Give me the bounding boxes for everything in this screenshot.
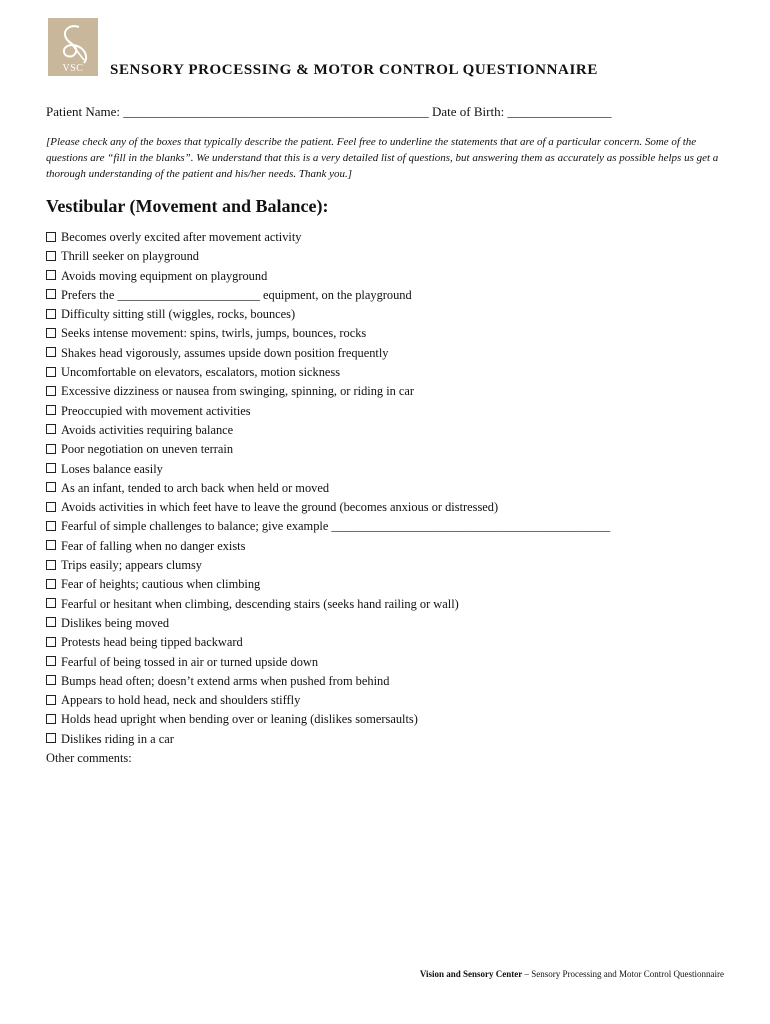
footer (420, 969, 724, 979)
checkbox[interactable] (46, 502, 56, 512)
checkbox[interactable] (46, 463, 56, 473)
checklist-item (46, 286, 746, 305)
checklist-item-label: Protests head being tipped backward (61, 635, 243, 650)
checklist-item (46, 440, 746, 459)
checklist-item (46, 421, 746, 440)
page-title: SENSORY PROCESSING & MOTOR CONTROL QUESTIONNAIRE (110, 62, 598, 78)
checkbox[interactable] (46, 617, 56, 627)
other-comments-label: Other comments: (46, 751, 132, 765)
checklist-item-label: Difficulty sitting still (wiggles, rocks, bounces) (61, 307, 296, 322)
logo (48, 18, 98, 76)
checklist-item-label: Dislikes being moved (61, 615, 170, 630)
checkbox[interactable] (46, 656, 56, 666)
checklist-item (46, 382, 746, 401)
logo-text: VSC (62, 63, 84, 74)
checklist-item (46, 305, 746, 324)
checklist-item (46, 228, 746, 247)
checklist-item-label: Excessive dizziness or nausea from swinging, spinning, or riding in car (61, 384, 415, 399)
checkbox[interactable] (46, 444, 56, 454)
checklist-item (46, 730, 746, 749)
checklist-item (46, 691, 746, 710)
checkbox[interactable] (46, 733, 56, 743)
checklist-item (46, 344, 746, 363)
checklist-item-label: Fear of falling when no danger exists (61, 538, 246, 553)
footer-text: – Sensory Processing and Motor Control Questionnaire (522, 969, 724, 979)
checkbox[interactable] (46, 405, 56, 415)
checkbox[interactable] (46, 251, 56, 261)
checklist-item-label: Dislikes riding in a car (61, 731, 174, 746)
checklist-item (46, 556, 746, 575)
checklist-item-label: Avoids activities in which feet have to leave the ground (becomes anxious or distressed) (61, 500, 499, 515)
checkbox[interactable] (46, 521, 56, 531)
checkbox[interactable] (46, 598, 56, 608)
checklist-item (46, 710, 746, 729)
checklist-item-label: Fearful of simple challenges to balance; give example _____________________________________________ (61, 519, 611, 534)
patient-info-line: Patient Name: _______________________________________________ Date of Birth: ________________ (46, 104, 612, 119)
checkbox[interactable] (46, 232, 56, 242)
instructions: [Please check any of the boxes that typically describe the patient. Feel free to underline the statements that are of a particular concern. Some of the questions are “fill in the blanks”. We understand that this is a very detailed list of questions, but answering them as accurately as possible helps us get a thorough understanding of the patient and his/her needs. Thank you.] (46, 136, 719, 180)
checklist-item-label: Uncomfortable on elevators, escalators, motion sickness (61, 365, 341, 380)
checkbox[interactable] (46, 309, 56, 319)
checklist-item (46, 517, 746, 536)
checklist-item-label: Becomes overly excited after movement activity (61, 230, 302, 244)
checklist-item (46, 460, 746, 479)
checklist-item (46, 575, 746, 594)
checklist-item-label: Bumps head often; doesn’t extend arms when pushed from behind (61, 673, 390, 688)
checklist-item-label: Poor negotiation on uneven terrain (61, 442, 234, 457)
checklist-item (46, 402, 746, 421)
checkbox[interactable] (46, 347, 56, 357)
checkbox[interactable] (46, 289, 56, 299)
checklist-item (46, 614, 746, 633)
checklist-item (46, 672, 746, 691)
checklist-item (46, 363, 746, 382)
checklist-item-label: Fearful of being tossed in air or turned upside down (61, 654, 319, 669)
checklist-item (46, 247, 746, 266)
checklist-item (46, 595, 746, 614)
section-heading: Vestibular (Movement and Balance): (46, 196, 329, 216)
checklist-item-label: Preoccupied with movement activities (61, 403, 251, 418)
checklist-item-label: Loses balance easily (61, 461, 163, 476)
checkbox[interactable] (46, 424, 56, 434)
checkbox[interactable] (46, 579, 56, 589)
checklist-item (46, 267, 746, 286)
checklist-item-label: Thrill seeker on playground (61, 249, 199, 264)
checkbox[interactable] (46, 328, 56, 338)
checkbox[interactable] (46, 695, 56, 705)
checkbox[interactable] (46, 540, 56, 550)
checkbox[interactable] (46, 637, 56, 647)
checklist-item-label: Fearful or hesitant when climbing, descending stairs (seeks hand railing or wall) (61, 596, 459, 611)
checkbox[interactable] (46, 270, 56, 280)
footer-org: Vision and Sensory Center (419, 969, 523, 979)
checklist (46, 228, 746, 749)
checklist-item-label: As an infant, tended to arch back when held or moved (61, 480, 330, 495)
checklist-item-label: Appears to hold head, neck and shoulders stiffly (61, 693, 301, 708)
checklist-item (46, 324, 746, 343)
checklist-item-label: Shakes head vigorously, assumes upside down position frequently (61, 345, 389, 360)
checkbox[interactable] (46, 714, 56, 724)
checklist-item (46, 537, 746, 556)
checkbox[interactable] (46, 675, 56, 685)
checkbox[interactable] (46, 386, 56, 396)
checklist-item-label: Prefers the _______________________ equipment, on the playground (61, 287, 412, 302)
checklist-item (46, 633, 746, 652)
checkbox[interactable] (46, 482, 56, 492)
checklist-item-label: Seeks intense movement: spins, twirls, jumps, bounces, rocks (61, 326, 367, 341)
checklist-item-label: Holds head upright when bending over or leaning (dislikes somersaults) (61, 712, 418, 727)
checkbox[interactable] (46, 367, 56, 377)
checklist-item-label: Fear of heights; cautious when climbing (61, 577, 261, 592)
checklist-item-label: Avoids moving equipment on playground (61, 268, 268, 283)
checklist-item (46, 653, 746, 672)
checklist-item (46, 498, 746, 517)
checkbox[interactable] (46, 560, 56, 570)
checklist-item (46, 479, 746, 498)
checklist-item-label: Trips easily; appears clumsy (61, 558, 202, 573)
checklist-item-label: Avoids activities requiring balance (61, 422, 234, 437)
